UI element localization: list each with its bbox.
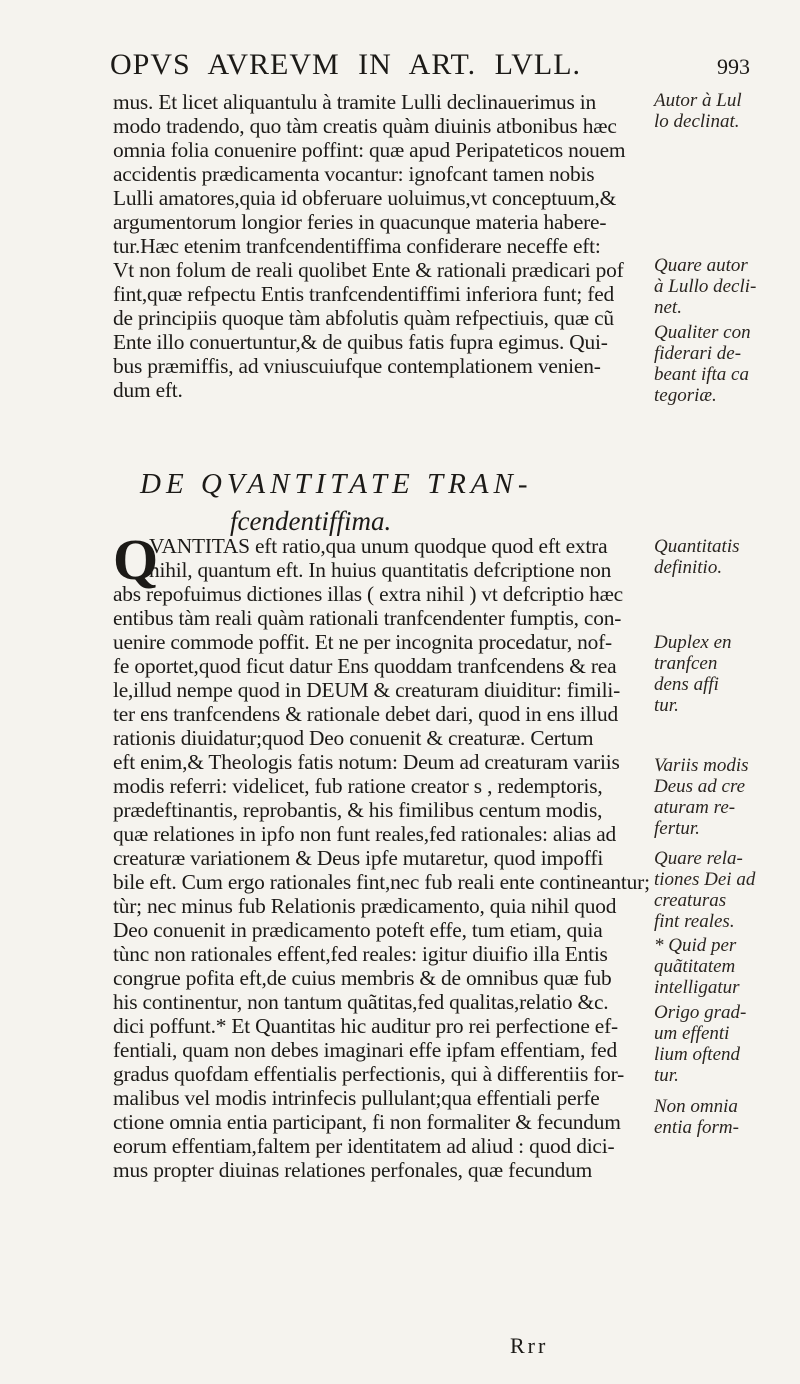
text-line: de principiis quoque tàm abfolutis quàm refpectiuis, quæ cũ xyxy=(113,306,614,330)
margin-note-line: fint reales. xyxy=(654,911,735,932)
text-line: congrue pofita eft,de cuius membris & de omnibus quæ fub xyxy=(113,966,612,990)
text-line: bus præmiffis, ad vniuscuiufque contemplationem venien- xyxy=(113,354,601,378)
text-line: Lulli amatores,quia id obferuare uoluimus,vt conceptuum,& xyxy=(113,186,617,210)
text-line: bile eft. Cum ergo rationales fint,nec fub reali ente contineantur; xyxy=(113,870,650,894)
text-line: prædeftinantis, reprobantis, & his fimilibus centum modis, xyxy=(113,798,603,822)
margin-note-line: Origo grad- xyxy=(654,1002,747,1023)
text-line: le,illud nempe quod in DEUM & creaturam diuiditur: fimili- xyxy=(113,678,621,702)
text-line: uenire commode poffit. Et ne per incognita procedatur, nof- xyxy=(113,630,612,654)
margin-note-line: net. xyxy=(654,297,682,318)
text-line: eorum effentiam,faltem per identitatem ad aliud : quod dici- xyxy=(113,1134,615,1158)
text-line: gradus quofdam effentialis perfectionis, qui à differentiis for- xyxy=(113,1062,625,1086)
margin-note-line: aturam re- xyxy=(654,797,736,818)
margin-note-line: beant ifta ca xyxy=(654,364,749,385)
margin-note-line: lium oftend xyxy=(654,1044,741,1065)
text-line: dici poffunt.* Et Quantitas hic auditur pro rei perfectione ef- xyxy=(113,1014,618,1038)
drop-cap: Q xyxy=(113,527,159,592)
text-line: abs repofuimus dictiones illas ( extra nihil ) vt defcriptio hæc xyxy=(113,582,623,606)
signature-mark: Rrr xyxy=(510,1333,549,1358)
section-subheading: fcendentiffima. xyxy=(230,506,392,536)
text-line: tùr; nec minus fub Relationis prædicamento, quia nihil quod xyxy=(113,894,617,918)
text-line: tur.Hæc etenim tranfcendentiffima confiderare neceffe eft: xyxy=(113,234,601,258)
margin-note-line: fertur. xyxy=(654,818,700,839)
margin-note-line: Quantitatis xyxy=(654,536,740,557)
margin-note-line: Variis modis xyxy=(654,755,749,776)
margin-note-line: definitio. xyxy=(654,557,723,578)
text-line: Ente illo conuertuntur,& de quibus fatis fupra egimus. Qui- xyxy=(113,330,608,354)
text-line: omnia folia conuenire poffint: quæ apud Peripateticos nouem xyxy=(113,138,626,162)
text-line: argumentorum longior feries in quacunque materia habere- xyxy=(113,210,607,234)
text-line: his continentur, non tantum quãtitas,fed qualitas,relatio &c. xyxy=(113,990,609,1014)
text-line: nihil, quantum eft. In huius quantitatis defcriptione non xyxy=(149,558,612,582)
section-heading: DE QVANTITATE TRAN- xyxy=(140,468,533,500)
margin-note-line: lo declinat. xyxy=(654,111,740,132)
running-head xyxy=(110,48,750,82)
text-line: modis referri: videlicet, fub ratione creator s , redemptoris, xyxy=(113,774,603,798)
margin-note-line: intelligatur xyxy=(654,977,740,998)
page-number: 993 xyxy=(717,54,750,79)
text-line: creaturæ variationem & Deus ipfe mutaretur, quod impoffi xyxy=(113,846,604,870)
margin-note-line: creaturas xyxy=(654,890,727,911)
text-line: mus. Et licet aliquantulu à tramite Lulli declinauerimus in xyxy=(113,90,597,114)
margin-note-line: um effenti xyxy=(654,1023,730,1044)
text-line: quæ relationes in ipfo non funt reales,fed rationales: alias ad xyxy=(113,822,616,846)
margin-note-line: dens affi xyxy=(654,674,719,695)
text-line: dum eft. xyxy=(113,378,183,402)
margin-note-line: Qualiter con xyxy=(654,322,751,343)
text-line: Deo conuenit in prædicamento poteft effe, tum etiam, quia xyxy=(113,918,603,942)
margin-note-line: Quare autor xyxy=(654,255,748,276)
text-line: Vt non folum de reali quolibet Ente & rationali prædicari pof xyxy=(113,258,624,282)
margin-note-line: tur. xyxy=(654,695,679,716)
text-line: modo tradendo, quo tàm creatis quàm diuinis atbonibus hæc xyxy=(113,114,617,138)
margin-note-line: fiderari de- xyxy=(654,343,742,364)
text-line: accidentis prædicamenta vocantur: ignofcant tamen nobis xyxy=(113,162,595,186)
running-head-title: OPVS AVREVM IN ART. LVLL. xyxy=(110,48,582,81)
text-line: tùnc non rationales effent,fed reales: igitur diuifio illa Entis xyxy=(113,942,608,966)
margin-note-line: tur. xyxy=(654,1065,679,1086)
margin-note-line: Autor à Lul xyxy=(654,90,742,111)
margin-note-line: Quare rela- xyxy=(654,848,743,869)
margin-note-line: Duplex en xyxy=(654,632,732,653)
text-line: eft enim,& Theologis fatis notum: Deum ad creaturam variis xyxy=(113,750,620,774)
margin-note-line: * Quid per xyxy=(654,935,737,956)
text-line: fe oportet,quod ficut datur Ens quoddam tranfcendens & rea xyxy=(113,654,617,678)
text-line: ctione omnia entia participant, fi non formaliter & fecundum xyxy=(113,1110,621,1134)
text-line: malibus vel modis intrinfecis pullulant;qua effentiali perfe xyxy=(113,1086,600,1110)
text-line: mus propter diuinas relationes perfonales, quæ fecundum xyxy=(113,1158,593,1182)
text-line: fentiali, quam non debes imaginari effe ipfam effentiam, fed xyxy=(113,1038,617,1062)
text-line: VANTITAS eft ratio,qua unum quodque quod eft extra xyxy=(149,534,608,558)
margin-note-line: Deus ad cre xyxy=(654,776,746,797)
text-line: rationis diuidatur;quod Deo conuenit & creaturæ. Certum xyxy=(113,726,594,750)
margin-note-line: à Lullo decli- xyxy=(654,276,757,297)
margin-note-line: entia form- xyxy=(654,1117,739,1138)
margin-note-line: tiones Dei ad xyxy=(654,869,756,890)
margin-note-line: quãtitatem xyxy=(654,956,736,977)
text-line: ter ens tranfcendens & rationale debet dari, quod in ens illud xyxy=(113,702,618,726)
text-line: entibus tàm reali quàm rationali tranfcendenter fumptis, con- xyxy=(113,606,622,630)
text-line: fint,quæ refpectu Entis tranfcendentiffimi inferiora funt; fed xyxy=(113,282,614,306)
margin-note-line: tegoriæ. xyxy=(654,385,717,406)
margin-note-line: tranfcen xyxy=(654,653,718,674)
margin-note-line: Non omnia xyxy=(654,1096,738,1117)
